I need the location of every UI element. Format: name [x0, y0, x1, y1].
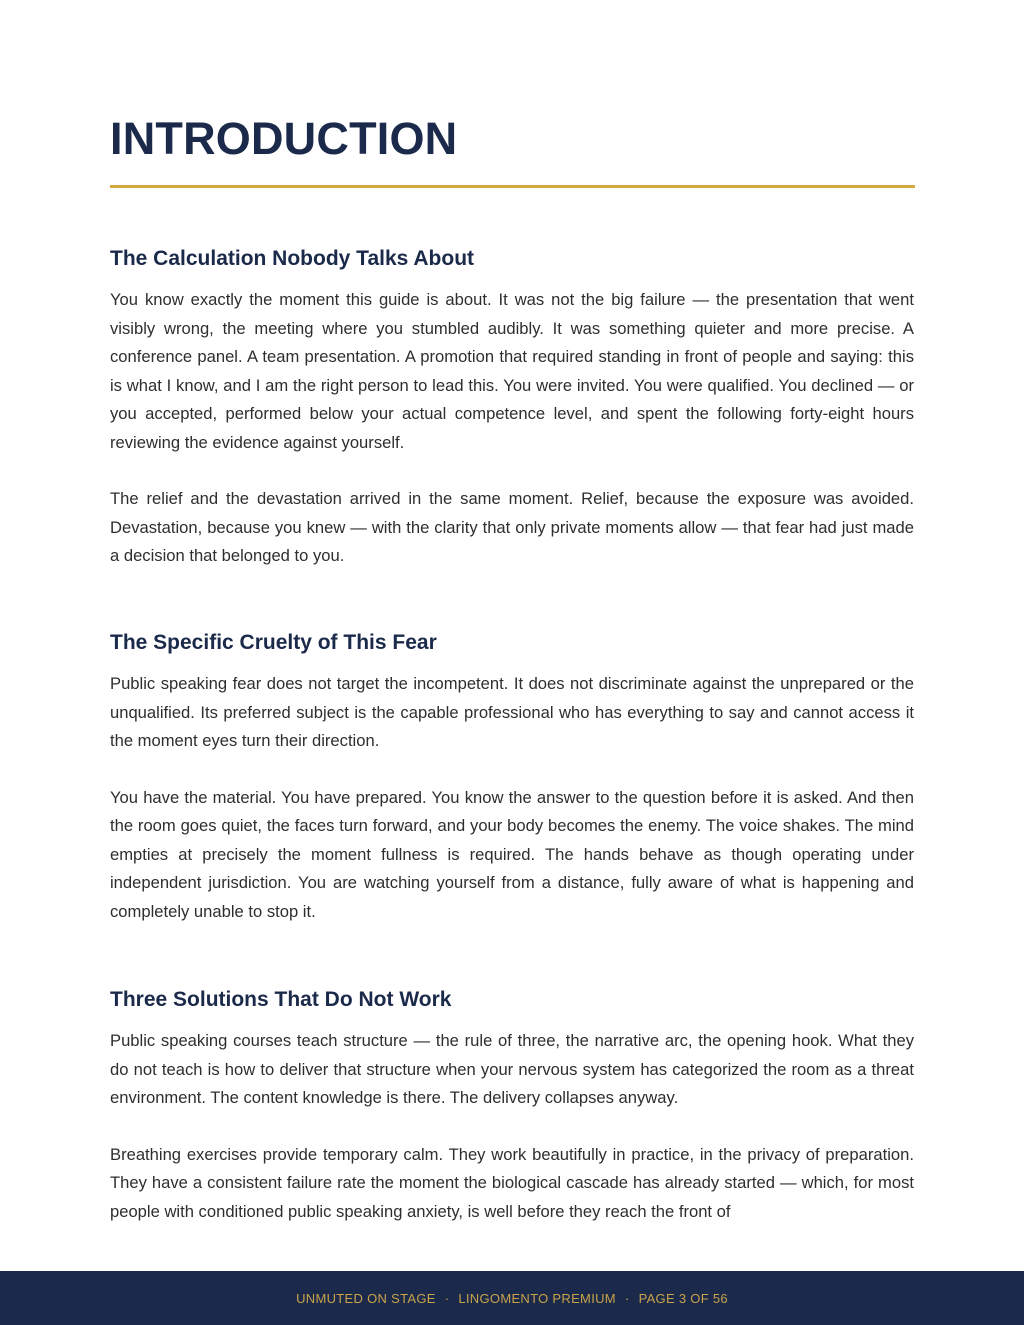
- footer-separator: ·: [444, 1290, 450, 1306]
- title-divider: [110, 185, 915, 188]
- section-calculation: [110, 245, 914, 571]
- footer-page-number: PAGE 3 OF 56: [638, 1290, 728, 1306]
- section-paragraph: Breathing exercises provide temporary calm. They work beautifully in practice, in the privacy of preparation. They have a consistent failure rate the moment the biological cascade has already started — which, for most people with conditioned public speaking anxiety, is well before they reach the front of: [110, 1144, 914, 1221]
- section-paragraph: Public speaking fear does not target the incompetent. It does not discriminate against the unprepared or the unqualified. Its preferred subject is the capable professional who has everything to say and cannot access it the moment eyes turn their direction.: [110, 674, 914, 750]
- section-three-solutions: [110, 986, 914, 1226]
- section-heading: Three Solutions That Do Not Work: [110, 988, 452, 1011]
- section-heading: The Specific Cruelty of This Fear: [110, 631, 437, 654]
- page-footer: [0, 1271, 1024, 1325]
- section-heading: The Calculation Nobody Talks About: [110, 247, 475, 270]
- section-paragraph: Public speaking courses teach structure — the rule of three, the narrative arc, the opening hook. What they do not teach is how to deliver that structure when your nervous system has categorized the room as a threat environment. The content knowledge is there. The delivery collapses anyway.: [110, 1031, 914, 1107]
- section-paragraph: The relief and the devastation arrived in the same moment. Relief, because the exposure was avoided. Devastation, because you knew — with the clarity that only private moments allow — that fear had just made a decision that belonged to you.: [110, 489, 914, 565]
- footer-text: [296, 1291, 728, 1306]
- page-title: INTRODUCTION: [110, 113, 458, 164]
- footer-separator: ·: [624, 1290, 630, 1306]
- footer-publisher: LINGOMENTO PREMIUM: [458, 1290, 616, 1306]
- section-paragraph: You have the material. You have prepared. You know the answer to the question before it is asked. And then the room goes quiet, the faces turn forward, and your body becomes the enemy. The voice shakes. The mind empties at precisely the moment fullness is required. The hands behave as though operating under independent jurisdiction. You are watching yourself from a distance, fully aware of what is happening and completely unable to stop it.: [110, 787, 914, 921]
- footer-book-title: UNMUTED ON STAGE: [296, 1290, 436, 1306]
- section-paragraph: You know exactly the moment this guide is about. It was not the big failure — the presentation that went visibly wrong, the meeting where you stumbled audibly. It was something quieter and more precise. A conference panel. A team presentation. A promotion that required standing in front of people and saying: this is what I know, and I am the right person to lead this. You were invited. You were qualified. You declined — or you accepted, performed below your actual competence level, and spent the following forty-eight hours reviewing the evidence against yourself.: [110, 290, 914, 452]
- section-cruelty: [110, 629, 914, 926]
